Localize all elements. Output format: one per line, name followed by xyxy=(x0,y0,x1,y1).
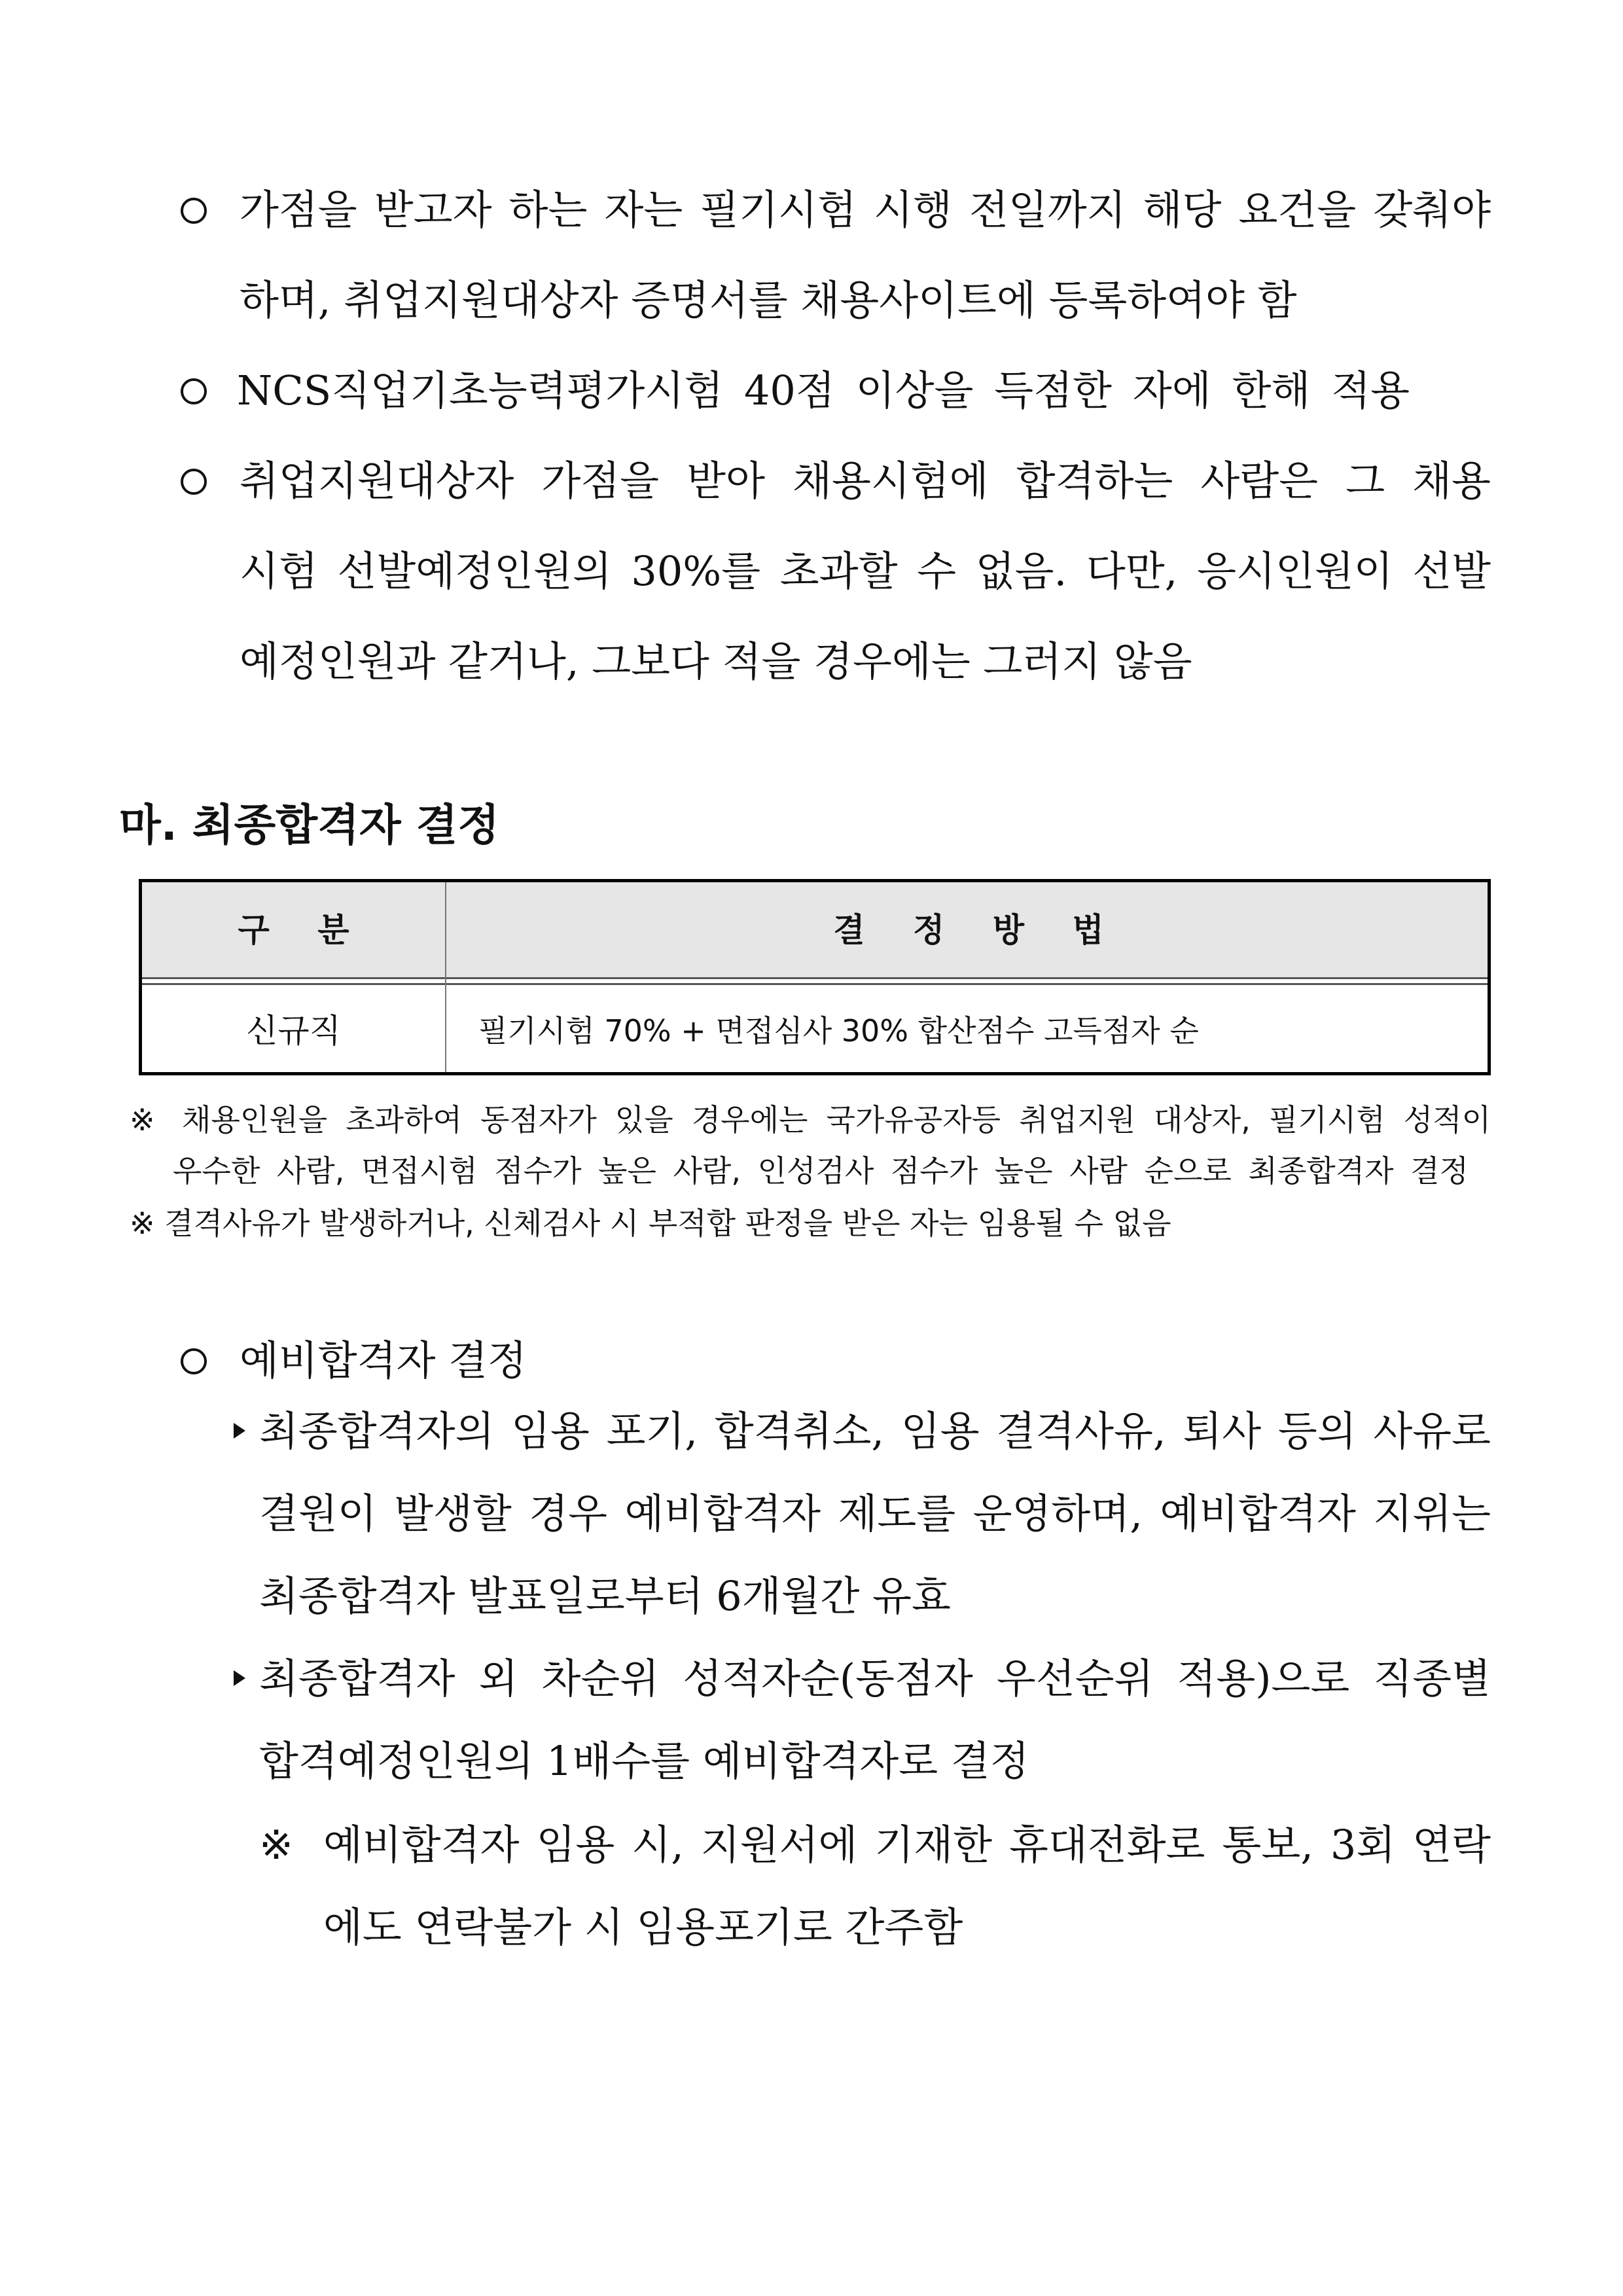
reserve-title: 예비합격자 결정 xyxy=(240,1336,527,1384)
triangle-bullet-icon xyxy=(234,1423,245,1439)
header-method: 결 정 방 법 xyxy=(833,911,1122,949)
triangle-bullet-icon xyxy=(234,1670,245,1686)
bullet-3-line-1: 취업지원대상자 가점을 받아 채용시험에 합격하는 사람은 그 채용 xyxy=(240,457,1491,505)
note-2-line-1: ※ 결격사유가 발생하거나, 신체검사 시 부적합 판정을 받은 자는 임용될 수 없음 xyxy=(130,1206,1171,1241)
bullet-1-line-1: 가점을 받고자 하는 자는 필기시험 시행 전일까지 해당 요건을 갖춰야 xyxy=(240,186,1491,234)
reserve-item-2-line-2: 합격예정인원의 1배수를 예비합격자로 결정 xyxy=(259,1737,1029,1785)
header-category: 구 분 xyxy=(238,911,368,949)
reserve-item-1-line-2: 결원이 발생할 경우 예비합격자 제도를 운영하며, 예비합격자 지위는 xyxy=(259,1490,1491,1537)
reserve-note-mark: ※ xyxy=(259,1821,293,1869)
header-divider-double xyxy=(142,983,1488,985)
header-divider xyxy=(142,977,1488,979)
reserve-note-line-2: 에도 연락불가 시 임용포기로 간주함 xyxy=(323,1903,963,1951)
circle-bullet-icon xyxy=(181,378,207,404)
column-divider xyxy=(445,882,446,1072)
bullet-3-line-2: 시험 선발예정인원의 30%를 초과할 수 없음. 다만, 응시인원이 선발 xyxy=(240,547,1491,595)
reserve-item-2-line-1: 최종합격자 외 차순위 성적자순(동점자 우선순위 적용)으로 직종별 xyxy=(259,1655,1491,1702)
reserve-item-1-line-3: 최종합격자 발표일로부터 6개월간 유효 xyxy=(259,1572,951,1620)
bullet-1-line-2: 하며, 취업지원대상자 증명서를 채용사이트에 등록하여야 함 xyxy=(240,276,1297,324)
reserve-item-1-line-1: 최종합격자의 임용 포기, 합격취소, 임용 결격사유, 퇴사 등의 사유로 xyxy=(259,1407,1491,1455)
table-cell-category: 신규직 xyxy=(246,1012,341,1050)
section-title: 마. 최종합격자 결정 xyxy=(119,800,500,850)
circle-bullet-icon xyxy=(181,469,207,495)
reserve-note-line-1: 예비합격자 임용 시, 지원서에 기재한 휴대전화로 통보, 3회 연락 xyxy=(323,1821,1491,1869)
note-1-line-2: 우수한 사람, 면접시험 점수가 높은 사람, 인성검사 점수가 높은 사람 순으로 최종합격자 결정 xyxy=(173,1153,1469,1189)
bullet-3-line-3: 예정인원과 같거나, 그보다 적을 경우에는 그러지 않음 xyxy=(240,637,1192,685)
bullet-2-line-1: NCS직업기초능력평가시험 40점 이상을 득점한 자에 한해 적용 xyxy=(237,367,1410,414)
table-cell-method: 필기시험 70% + 면접심사 30% 합산점수 고득점자 순 xyxy=(478,1013,1199,1049)
circle-bullet-icon xyxy=(181,1348,207,1374)
note-1-line-1: ※ 채용인원을 초과하여 동점자가 있을 경우에는 국가유공자등 취업지원 대상자, 필기시험 성적이 xyxy=(130,1102,1491,1138)
circle-bullet-icon xyxy=(181,198,207,224)
decision-table xyxy=(139,879,1491,1075)
